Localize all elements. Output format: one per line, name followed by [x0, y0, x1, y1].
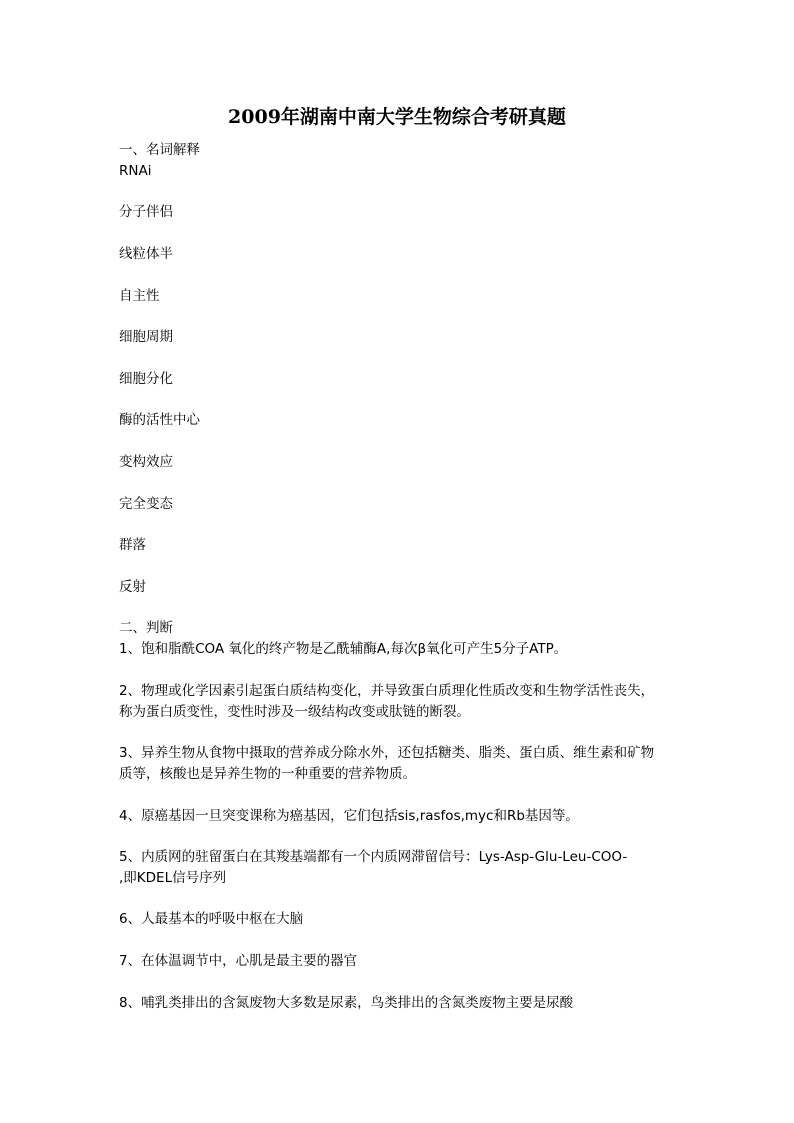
- term-item: 线粒体半: [119, 245, 173, 262]
- term-item: 完全变态: [119, 495, 173, 512]
- judgement-line: 称为蛋白质变性，变性时涉及一级结构改变或肽链的断裂。: [119, 703, 470, 720]
- judgement-item: [119, 743, 699, 785]
- judgement-line: 2、物理或化学因素引起蛋白质结构变化，并导致蛋白质理化性质改变和生物学活性丧失，: [119, 682, 655, 699]
- judgement-line: 7、在体温调节中，心肌是最主要的器官: [119, 953, 358, 970]
- term-item: RNAi: [119, 162, 152, 179]
- term-item: 细胞分化: [119, 370, 173, 387]
- term-item: 群落: [119, 537, 146, 554]
- term-item: 反射: [119, 578, 146, 595]
- judgement-line: 3、异养生物从食物中摄取的营养成分除水外，还包括糖类、脂类、蛋白质、维生素和矿物: [119, 745, 655, 762]
- judgement-line: 1、饱和脂酰COA 氧化的终产物是乙酰辅酶A,每次β氧化可产生5分子ATP。: [119, 641, 568, 658]
- judgement-line: 4、原癌基因一旦突变课称为癌基因，它们包括sis,rasfos,myc和Rb基因等。: [119, 807, 579, 824]
- judgement-item: [119, 909, 699, 930]
- term-item: 变构效应: [119, 453, 173, 470]
- judgement-list: [119, 639, 699, 1013]
- term-item: 分子伴侣: [119, 204, 173, 221]
- section-heading: 二、判断: [119, 620, 173, 637]
- judgement-line: 质等，核酸也是异养生物的一种重要的营养物质。: [119, 765, 416, 782]
- term-item: 酶的活性中心: [119, 412, 200, 429]
- judgement-item: [119, 951, 699, 972]
- term-item: 自主性: [119, 287, 160, 304]
- judgement-item: [119, 993, 699, 1014]
- judgement-item: [119, 806, 699, 827]
- term-list: [119, 161, 699, 598]
- judgement-item: [119, 681, 699, 723]
- judgement-line: ,即KDEL信号序列: [119, 869, 227, 886]
- judgement-line: 6、人最基本的呼吸中枢在大脑: [119, 911, 304, 928]
- document-page: [119, 104, 699, 1034]
- document-title: 2009年湖南中南大学生物综合考研真题: [228, 106, 566, 128]
- judgement-line: 8、哺乳类排出的含氮废物大多数是尿素，鸟类排出的含氮类废物主要是尿酸: [119, 994, 574, 1011]
- term-item: 细胞周期: [119, 329, 173, 346]
- judgement-line: 5、内质网的驻留蛋白在其羧基端都有一个内质网滞留信号：Lys-Asp-Glu-Leu-COO-: [119, 849, 628, 866]
- judgement-item: [119, 639, 699, 660]
- section-heading: 一、名词解释: [119, 142, 200, 158]
- judgement-item: [119, 847, 699, 889]
